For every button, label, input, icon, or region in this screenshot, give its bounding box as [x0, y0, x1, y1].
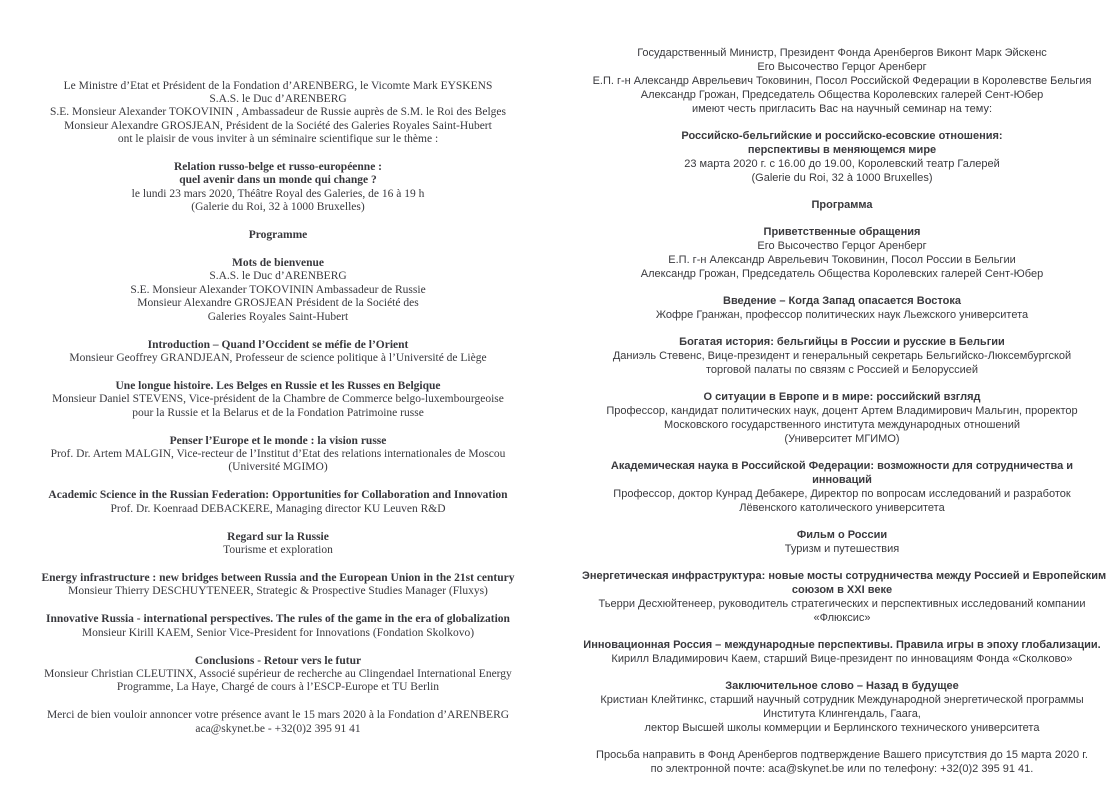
document-text-line: (Galerie du Roi, 32 à 1000 Bruxelles): [751, 172, 933, 184]
program-heading-line: О ситуации в Европе и в мире: российский взгляд: [703, 391, 981, 403]
document-text-line: по электронной почте: aca@skynet.be или по телефону: +32(0)2 395 91 41.: [650, 763, 1034, 775]
document-text-line: Monsieur Alexandre GROSJEAN Président de la Société des: [137, 297, 419, 310]
program-block: [28, 80, 528, 147]
document-text-line: Programme, La Haye, Chargé de cours à l’ESCP-Europe et TU Berlin: [116, 681, 440, 694]
document-text-line: Его Высочество Герцог Аренберг: [757, 240, 927, 252]
program-heading-line: Energy infrastructure : new bridges between Russia and the European Union in the 21st century: [41, 571, 515, 584]
document-text-line: Александр Грожан, Председатель Общества Королевских галерей Сент-Юбер: [640, 268, 1044, 280]
page-russian-program: [582, 33, 1107, 776]
document-text-line: Le Ministre d’Etat et Président de la Fondation d’ARENBERG, le Vicomte Mark EYSKENS: [63, 79, 493, 92]
document-text-line: (Университет МГИМО): [784, 433, 900, 445]
program-block: [28, 613, 528, 640]
document-text-line: Monsieur Geoffrey GRANDJEAN, Professeur de science politique à l’Université de Liège: [69, 352, 487, 364]
program-heading-line: Приветственные обращения: [763, 226, 921, 238]
program-block: [28, 257, 528, 324]
document-text-line: ont le plaisir de vous inviter à un séminaire scientifique sur le thème :: [117, 133, 439, 146]
program-block: [582, 390, 1102, 446]
program-block: [28, 380, 528, 420]
document-text-line: торговой палаты по связям с Россией и Белоруссией: [706, 364, 978, 376]
program-block: [28, 229, 528, 242]
document-text-line: Тьерри Десхюйтенеер, руководитель стратегических и перспективных исследований компании: [598, 598, 1086, 610]
program-block: [582, 335, 1102, 377]
program-block: [28, 435, 528, 475]
program-block: [582, 46, 1102, 116]
program-heading-line: Penser l’Europe et le monde : la vision russe: [169, 434, 387, 447]
program-heading-line: Regard sur la Russie: [227, 530, 329, 543]
program-block: [582, 569, 1107, 625]
document-text-line: le lundi 23 mars 2020, Théâtre Royal des Galeries, de 16 à 19 h: [131, 187, 425, 200]
program-heading-line: Академическая наука в Российской Федерации: возможности для сотрудничества и: [610, 460, 1074, 472]
program-block: [582, 748, 1102, 776]
document-text-line: Prof. Dr. Artem MALGIN, Vice-recteur de l’Institut d’Etat des relations internationales de Moscou: [50, 448, 506, 461]
program-block: [582, 225, 1102, 281]
program-block: [582, 459, 1102, 515]
program-heading-line: Фильм о России: [796, 529, 888, 541]
document-text-line: S.A.S. le Duc d’ARENBERG: [209, 92, 347, 105]
program-heading-line: Innovative Russia - international perspectives. The rules of the game in the era of globalization: [46, 613, 510, 626]
document-text-line: pour la Russie et la Belarus et de la Fondation Patrimoine russe: [132, 406, 424, 419]
program-block: [582, 198, 1102, 212]
program-heading-line: quel avenir dans un monde qui change ?: [179, 174, 377, 187]
program-heading-line: Заключительное слово – Назад в будущее: [725, 680, 959, 692]
document-text-line: лектор Высшей школы коммерции и Берлинского технического университета: [644, 722, 1040, 734]
document-text-line: Даниэль Стевенс, Вице-президент и генеральный секретарь Бельгийско-Люксембургской: [612, 350, 1072, 362]
document-text-line: Monsieur Christian CLEUTINX, Associé supérieur de recherche au Clingendael International Energy: [44, 668, 512, 680]
program-heading-line: Conclusions - Retour vers le futur: [194, 654, 362, 667]
program-block: [28, 709, 528, 736]
document-text-line: (Université MGIMO): [228, 461, 328, 474]
document-text-line: Профессор, кандидат политических наук, доцент Артем Владимирович Мальгин, проректор: [606, 405, 1078, 417]
page-french-program: [28, 65, 528, 736]
document-text-line: Monsieur Thierry DESCHUYTENEER, Strategic & Prospective Studies Manager (Fluxys): [68, 585, 488, 598]
document-text-line: (Galerie du Roi, 32 à 1000 Bruxelles): [191, 201, 365, 214]
document-text-line: Monsieur Daniel STEVENS, Vice-président de la Chambre de Commerce belgo-luxembourgeoise: [52, 393, 504, 406]
program-heading-line: Programme: [248, 229, 308, 242]
program-heading-line: Программа: [811, 199, 873, 211]
document-text-line: Tourisme et exploration: [223, 544, 333, 557]
document-text-line: Лёвенского католического университета: [739, 502, 945, 514]
document-text-line: Московского государственного института международных отношений: [664, 419, 1020, 431]
document-text-line: «Флюксис»: [813, 612, 871, 624]
program-block: [28, 572, 528, 599]
document-text-line: Просьба направить в Фонд Аренбергов подтверждение Вашего присутствия до 15 марта 2020 г.: [596, 749, 1088, 761]
document-text-line: Prof. Dr. Koenraad DEBACKERE, Managing director KU Leuven R&D: [110, 502, 446, 515]
program-heading-line: Academic Science in the Russian Federation: Opportunities for Collaboration and Innovation: [48, 489, 508, 502]
program-heading-line: инноваций: [812, 474, 872, 486]
document-text-line: Жофре Гранжан, профессор политических наук Льежского университета: [655, 309, 1029, 321]
program-heading-line: союзом в XXI веке: [791, 584, 893, 596]
document-text-line: Monsieur Alexandre GROSJEAN, Président de la Société des Galeries Royales Saint-Hubert: [64, 119, 492, 132]
document-text-line: 23 марта 2020 г. с 16.00 до 19.00, Королевский театр Галерей: [684, 158, 1000, 170]
document-text-line: Туризм и путешествия: [784, 543, 900, 555]
program-block: [28, 489, 528, 516]
document-text-line: Института Клингендаль, Гаага,: [763, 708, 921, 720]
document-text-line: Профессор, доктор Кунрад Дебакере, Директор по вопросам исследований и разработок: [613, 488, 1071, 500]
document-text-line: Его Высочество Герцог Аренберг: [757, 61, 927, 73]
document-text-line: Государственный Министр, Президент Фонда Аренбергов Виконт Марк Эйскенс: [637, 47, 1047, 59]
document-text-line: S.A.S. le Duc d’ARENBERG: [209, 270, 347, 283]
program-heading-line: Инновационная Россия – международные перспективы. Правила игры в эпоху глобализации.: [583, 639, 1101, 651]
program-block: [28, 161, 528, 215]
document-text-line: aca@skynet.be - +32(0)2 395 91 41: [195, 722, 361, 735]
program-heading-line: Relation russo-belge et russo-européenne :: [173, 161, 383, 174]
program-block: [582, 679, 1102, 735]
program-heading-line: Энергетическая инфраструктура: новые мосты сотрудничества между Россией и Европейским: [582, 570, 1107, 582]
program-block: [582, 528, 1102, 556]
document-text-line: S.E. Monsieur Alexander TOKOVININ , Ambassadeur de Russie auprès de S.M. le Roi des Belges: [50, 106, 506, 119]
program-block: [28, 339, 528, 366]
program-block: [582, 129, 1102, 185]
document-text-line: Кирилл Владимирович Каем, старший Вице-президент по инновациям Фонда «Сколково»: [611, 653, 1073, 665]
document-text-line: имеют честь пригласить Вас на научный семинар на тему:: [691, 103, 993, 115]
document-text-line: Кристиан Клейтинкс, старший научный сотрудник Международной энергетической программы: [600, 694, 1084, 706]
document-text-line: Merci de bien vouloir annoncer votre présence avant le 15 mars 2020 à la Fondation d’ARENBERG: [46, 709, 510, 722]
document-text-line: Е.П. г-н Александр Аврельевич Токовинин, Посол России в Бельгии: [668, 254, 1016, 266]
document-text-line: Monsieur Kirill KAEM, Senior Vice-President for Innovations (Fondation Skolkovo): [81, 626, 475, 639]
program-block: [28, 531, 528, 558]
program-heading-line: Introduction – Quand l’Occident se méfie de l’Orient: [147, 338, 409, 351]
document-text-line: Александр Грожан, Председатель Общества Королевских галерей Сент-Юбер: [640, 89, 1044, 101]
document-text-line: Е.П. г-н Александр Аврельевич Токовинин, Посол Российской Федерации в Королевстве Бельгия: [592, 75, 1092, 87]
program-heading-line: Mots de bienvenue: [232, 257, 324, 270]
program-block: [28, 655, 528, 695]
document-text-line: Galeries Royales Saint-Hubert: [207, 310, 349, 323]
document-text-line: S.E. Monsieur Alexander TOKOVININ Ambassadeur de Russie: [130, 283, 426, 296]
program-block: [582, 638, 1102, 666]
program-heading-line: Богатая история: бельгийцы в России и русские в Бельгии: [679, 336, 1005, 348]
program-heading-line: Une longue histoire. Les Belges en Russie et les Russes en Belgique: [115, 379, 441, 392]
program-heading-line: Российско-бельгийские и российско-есовские отношения:: [681, 130, 1003, 142]
program-heading-line: перспективы в меняющемся мире: [747, 144, 937, 156]
program-heading-line: Введение – Когда Запад опасается Востока: [723, 295, 961, 307]
program-block: [582, 294, 1102, 322]
